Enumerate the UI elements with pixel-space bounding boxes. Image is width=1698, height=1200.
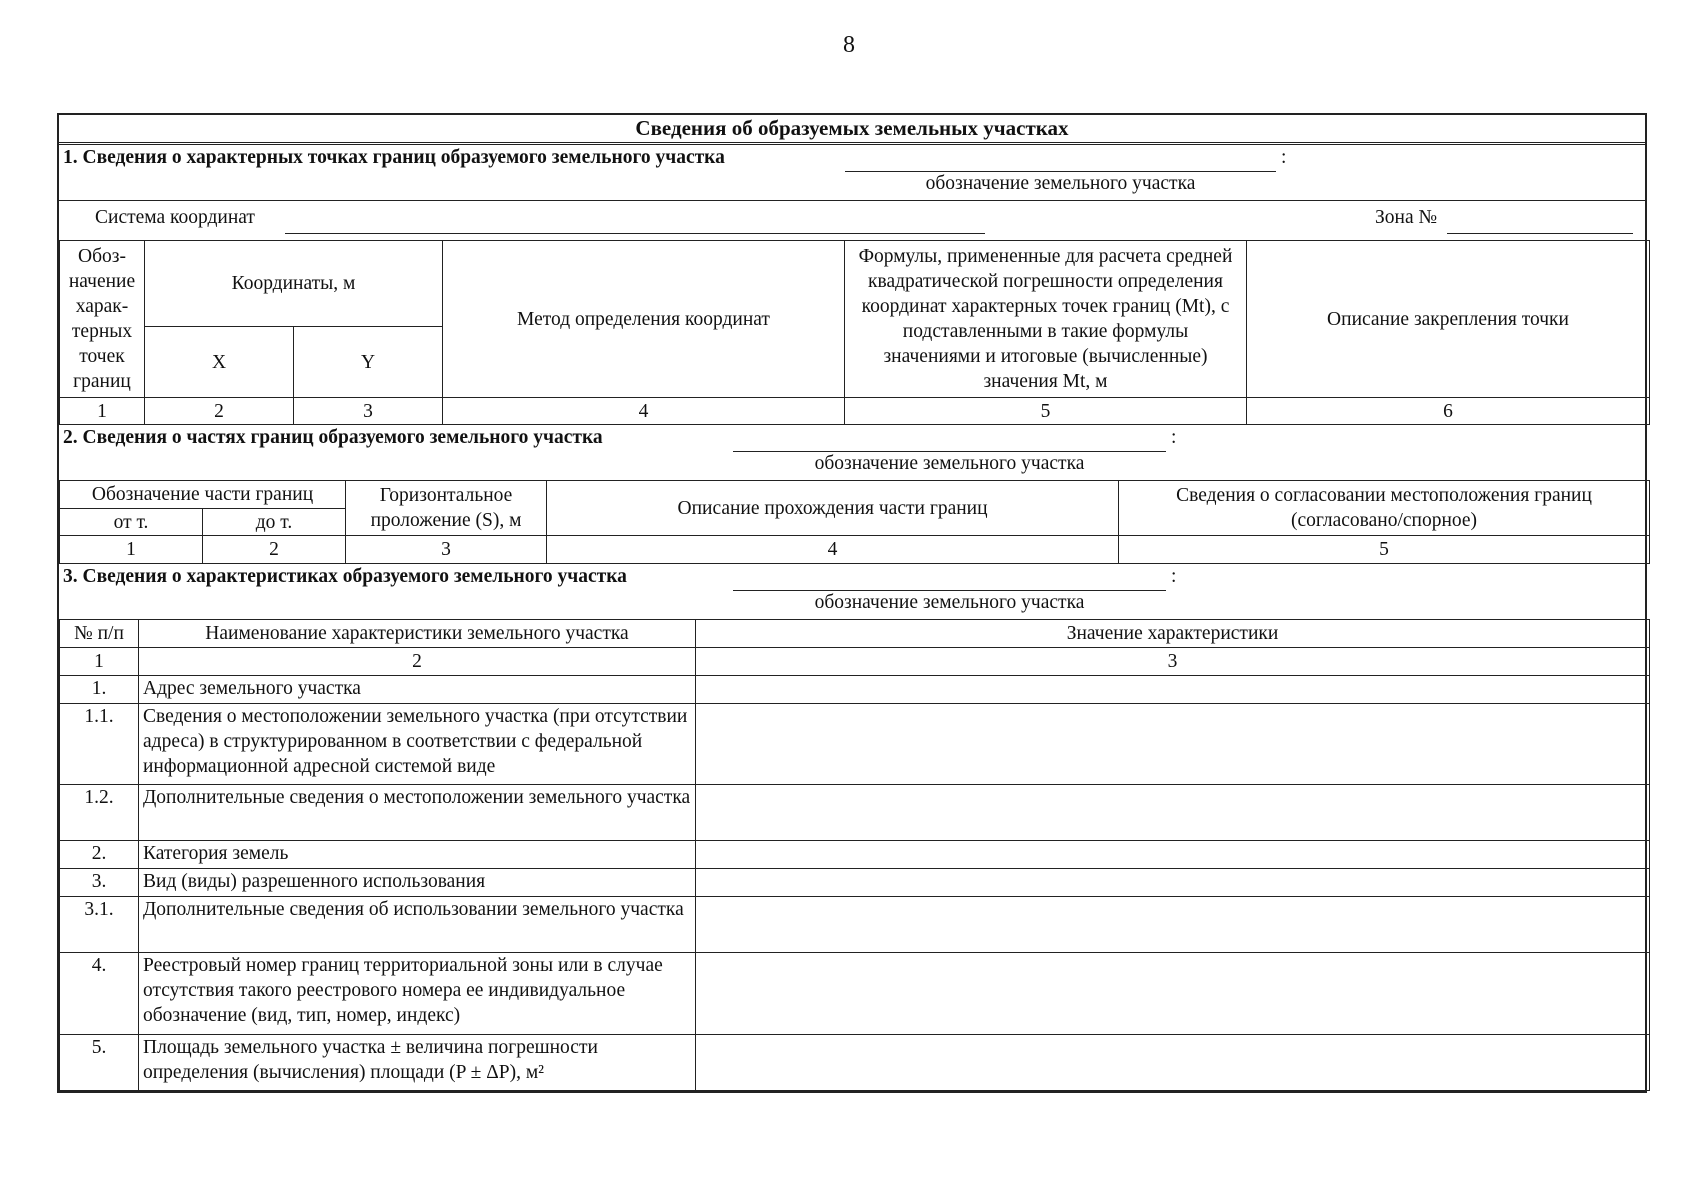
- row-number: 1.2.: [60, 785, 139, 841]
- zone-label: Зона №: [1375, 207, 1438, 228]
- row-name: Адрес земельного участка: [139, 676, 696, 704]
- section2-heading: 2. Сведения о частях границ образуемого земельного участка: [63, 427, 603, 448]
- header-horizontal: Горизонтальное проложение (S), м: [346, 481, 547, 536]
- points-table: [59, 240, 1650, 425]
- row-name: Дополнительные сведения об использовании земельного участка: [139, 897, 696, 953]
- row-value-cell[interactable]: [696, 869, 1650, 897]
- header-part: Обозначение части границ: [60, 481, 346, 509]
- row-name: Дополнительные сведения о местоположении земельного участка: [139, 785, 696, 841]
- section1-plot-designation-line[interactable]: [845, 171, 1276, 172]
- col-number: 3: [294, 398, 443, 425]
- section3-plot-designation-line[interactable]: [733, 590, 1166, 591]
- coord-system-row: [59, 200, 1645, 241]
- header-to: до т.: [203, 509, 346, 536]
- header-method: Метод определения координат: [443, 241, 845, 398]
- table-row: [60, 1035, 1650, 1091]
- col-number: 3: [346, 536, 547, 564]
- page-number: 8: [843, 32, 855, 58]
- row-number: 4.: [60, 953, 139, 1035]
- header-agreement: Сведения о согласовании местоположения границ (согласовано/спорное): [1119, 481, 1650, 536]
- row-name: Вид (виды) разрешенного использования: [139, 869, 696, 897]
- table-row: [60, 869, 1650, 897]
- section3-heading-block: [59, 563, 1645, 619]
- form-title: Сведения об образуемых земельных участках: [635, 116, 1069, 140]
- row-name: Реестровый номер границ территориальной зоны или в случае отсутствия такого реестрового номера ее индивидуальное обозначение (вид, тип, номер, индекс): [139, 953, 696, 1035]
- header-y: Y: [294, 327, 443, 398]
- row-name: Категория земель: [139, 841, 696, 869]
- row-value-cell[interactable]: [696, 704, 1650, 785]
- row-number: 3.1.: [60, 897, 139, 953]
- section3-caption: обозначение земельного участка: [814, 592, 1085, 613]
- row-number: 3.: [60, 869, 139, 897]
- header-point-designation: Обоз- начение харак- терных точек границ: [60, 241, 145, 398]
- row-number: 1.: [60, 676, 139, 704]
- form-title-table: [59, 115, 1645, 142]
- section3-colon: :: [1171, 566, 1177, 587]
- col-number: 5: [845, 398, 1247, 425]
- col-number: 2: [203, 536, 346, 564]
- col-number: 2: [145, 398, 294, 425]
- parts-table: [59, 480, 1650, 564]
- section1-heading: 1. Сведения о характерных точках границ образуемого земельного участка: [63, 147, 725, 168]
- characteristics-table: [59, 619, 1650, 1091]
- row-value-cell[interactable]: [696, 676, 1650, 704]
- table-row: [60, 704, 1650, 785]
- zone-input-line[interactable]: [1447, 209, 1633, 234]
- row-value-cell[interactable]: [696, 841, 1650, 869]
- row-name: Площадь земельного участка ± величина погрешности определения (вычисления) площади (P ± ΔP), м²: [139, 1035, 696, 1091]
- section3-heading: 3. Сведения о характеристиках образуемого земельного участка: [63, 566, 627, 587]
- coord-system-label: Система координат: [95, 207, 255, 228]
- row-value-cell[interactable]: [696, 897, 1650, 953]
- section2-caption: обозначение земельного участка: [814, 453, 1085, 474]
- header-coords: Координаты, м: [145, 241, 443, 327]
- table-row: [60, 841, 1650, 869]
- row-value-cell[interactable]: [696, 953, 1650, 1035]
- col-number: 5: [1119, 536, 1650, 564]
- section2-colon: :: [1171, 427, 1177, 448]
- header-from: от т.: [60, 509, 203, 536]
- section1-colon: :: [1281, 147, 1287, 168]
- row-name: Сведения о местоположении земельного участка (при отсутствии адреса) в структурированном в соответствии с федеральной информационной адресной системой виде: [139, 704, 696, 785]
- table-row: [60, 676, 1650, 704]
- header-fixing: Описание закрепления точки: [1247, 241, 1650, 398]
- header-description: Описание прохождения части границ: [547, 481, 1119, 536]
- header-value: Значение характеристики: [696, 620, 1650, 648]
- row-value-cell[interactable]: [696, 1035, 1650, 1091]
- col-number: 3: [696, 648, 1650, 676]
- row-number: 2.: [60, 841, 139, 869]
- row-number: 5.: [60, 1035, 139, 1091]
- table-row: [60, 953, 1650, 1035]
- col-number: 2: [139, 648, 696, 676]
- col-number: 1: [60, 398, 145, 425]
- header-x: X: [145, 327, 294, 398]
- section1-heading-block: [59, 142, 1645, 200]
- col-number: 6: [1247, 398, 1650, 425]
- section2-plot-designation-line[interactable]: [733, 451, 1166, 452]
- header-name: Наименование характеристики земельного участка: [139, 620, 696, 648]
- row-number: 1.1.: [60, 704, 139, 785]
- col-number: 4: [443, 398, 845, 425]
- col-number: 1: [60, 536, 203, 564]
- header-formulas: Формулы, примененные для расчета средней квадратической погрешности определения координат характерных точек границ (Mt), с подставленными в такие формулы значениями и итоговые (вычисленные) значения Mt, м: [845, 241, 1247, 398]
- col-number: 4: [547, 536, 1119, 564]
- table-row: [60, 785, 1650, 841]
- section1-caption: обозначение земельного участка: [925, 173, 1196, 194]
- col-number: 1: [60, 648, 139, 676]
- coord-system-input-line[interactable]: [285, 209, 985, 234]
- section2-heading-block: [59, 424, 1645, 480]
- header-no: № п/п: [60, 620, 139, 648]
- land-plots-form: [57, 113, 1647, 1093]
- table-row: [60, 897, 1650, 953]
- row-value-cell[interactable]: [696, 785, 1650, 841]
